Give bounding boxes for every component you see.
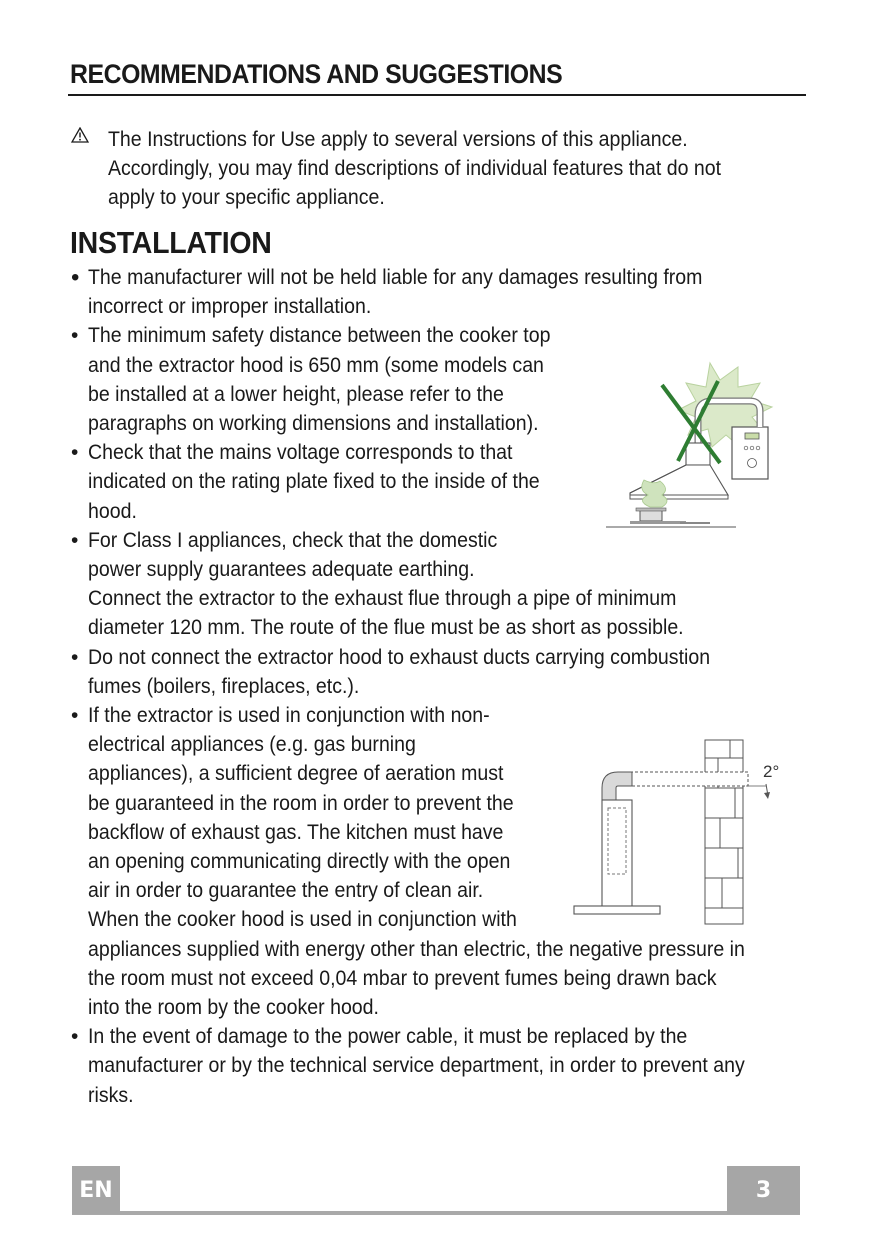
bullet-icon: •	[71, 704, 79, 727]
list-item-line: Connect the extractor to the exhaust flue through a pipe of minimum	[88, 587, 677, 610]
list-item-line: Do not connect the extractor hood to exhaust ducts carrying combustion	[88, 646, 711, 669]
installation-heading: INSTALLATION	[70, 225, 272, 260]
list-item-line: an opening communicating directly with the open	[88, 850, 511, 873]
bullet-icon: •	[71, 324, 79, 347]
list-item-line: For Class I appliances, check that the domestic	[88, 529, 498, 552]
list-item-line: risks.	[88, 1084, 134, 1107]
list-item-line: be guaranteed in the room in order to prevent the	[88, 792, 514, 815]
hood-boiler-prohibited-icon	[600, 355, 780, 530]
page-title: RECOMMENDATIONS AND SUGGESTIONS	[70, 59, 563, 89]
note-line: The Instructions for Use apply to several versions of this appliance.	[108, 128, 688, 151]
list-item-line: incorrect or improper installation.	[88, 295, 372, 318]
bullet-icon: •	[71, 441, 79, 464]
list-item-line: diameter 120 mm. The route of the flue must be as short as possible.	[88, 616, 684, 639]
list-item-line: into the room by the cooker hood.	[88, 996, 379, 1019]
list-item-line: electrical appliances (e.g. gas burning	[88, 733, 416, 756]
list-item-line: appliances), a sufficient degree of aeration must	[88, 762, 504, 785]
list-item-line: backflow of exhaust gas. The kitchen must have	[88, 821, 504, 844]
warning-triangle-icon	[71, 127, 89, 143]
bullet-icon: •	[71, 1025, 79, 1048]
list-item-line: indicated on the rating plate fixed to the inside of the	[88, 470, 540, 493]
list-item-line: Check that the mains voltage corresponds to that	[88, 441, 513, 464]
list-item-line: When the cooker hood is used in conjunction with	[88, 908, 517, 931]
note-line: apply to your specific appliance.	[108, 186, 385, 209]
title-underline	[68, 94, 806, 96]
bullet-icon: •	[71, 529, 79, 552]
bullet-icon: •	[71, 264, 80, 291]
duct-slope-diagram-icon	[570, 738, 790, 928]
list-item-line: In the event of damage to the power cable, it must be replaced by the	[88, 1025, 688, 1048]
list-item-line: paragraphs on working dimensions and installation).	[88, 412, 539, 435]
list-item-line: and the extractor hood is 650 mm (some models can	[88, 354, 544, 377]
list-item-line: The minimum safety distance between the cooker top	[88, 324, 551, 347]
list-item-line: air in order to guarantee the entry of clean air.	[88, 879, 484, 902]
list-item-line: If the extractor is used in conjunction with non-	[88, 704, 490, 727]
footer-rule	[72, 1211, 800, 1215]
list-item-line: be installed at a lower height, please refer to the	[88, 383, 504, 406]
duct-angle-label: 2°	[763, 762, 780, 781]
list-item-line: power supply guarantees adequate earthing.	[88, 558, 475, 581]
bullet-icon: •	[71, 646, 79, 669]
note-line: Accordingly, you may find descriptions of individual features that do not	[108, 157, 722, 180]
list-item-line: fumes (boilers, fireplaces, etc.).	[88, 675, 360, 698]
list-item-line: appliances supplied with energy other than electric, the negative pressure in	[88, 938, 745, 961]
page-number: 3	[727, 1166, 800, 1214]
applicability-note	[108, 125, 750, 212]
list-item-line: manufacturer or by the technical service department, in order to prevent any	[88, 1054, 745, 1077]
list-item-line: the room must not exceed 0,04 mbar to prevent fumes being drawn back	[88, 967, 717, 990]
list-item-line: The manufacturer will not be held liable for any damages resulting from	[88, 266, 703, 289]
list-item-line: hood.	[88, 500, 137, 523]
language-badge: EN	[72, 1166, 120, 1214]
